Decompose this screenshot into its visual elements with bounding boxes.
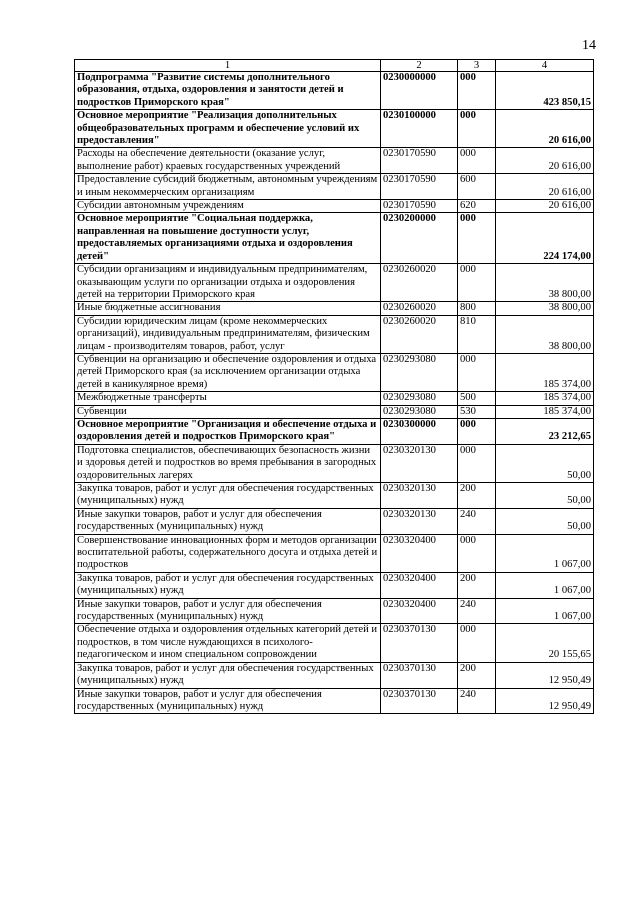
row-type-cell: 530 (458, 405, 496, 418)
row-type-cell: 810 (458, 315, 496, 353)
row-type-cell: 000 (458, 148, 496, 174)
row-type-cell: 000 (458, 624, 496, 662)
table-row (75, 418, 594, 444)
row-code-cell: 0230320130 (381, 444, 458, 482)
table-row (75, 148, 594, 174)
table-row (75, 392, 594, 405)
table-row (75, 662, 594, 688)
row-code-cell: 0230170590 (381, 148, 458, 174)
row-name-cell: Субсидии юридическим лицам (кроме некоммерческих организаций), индивидуальным предпринимателям, физическим лицам - производителям товаров, работ, услуг (75, 315, 381, 353)
row-type-cell: 200 (458, 483, 496, 509)
table-row (75, 353, 594, 391)
row-name-cell: Закупка товаров, работ и услуг для обеспечения государственных (муниципальных) нужд (75, 572, 381, 598)
row-amount-cell: 20 616,00 (496, 110, 594, 148)
row-amount-cell: 50,00 (496, 483, 594, 509)
table-row (75, 483, 594, 509)
row-type-cell: 200 (458, 662, 496, 688)
row-code-cell: 0230293080 (381, 353, 458, 391)
row-amount-cell: 12 950,49 (496, 688, 594, 714)
row-amount-cell: 185 374,00 (496, 392, 594, 405)
row-amount-cell: 1 067,00 (496, 534, 594, 572)
row-type-cell: 600 (458, 174, 496, 200)
row-amount-cell: 20 155,65 (496, 624, 594, 662)
row-name-cell: Подпрограмма "Развитие системы дополнительного образования, отдыха, оздоровления и занятости детей и подростков Приморского края" (75, 72, 381, 110)
row-code-cell: 0230300000 (381, 418, 458, 444)
row-amount-cell: 20 616,00 (496, 200, 594, 213)
row-code-cell: 0230320400 (381, 572, 458, 598)
table-row (75, 598, 594, 624)
row-code-cell: 0230320130 (381, 508, 458, 534)
row-type-cell: 000 (458, 444, 496, 482)
row-amount-cell: 50,00 (496, 444, 594, 482)
row-name-cell: Закупка товаров, работ и услуг для обеспечения государственных (муниципальных) нужд (75, 483, 381, 509)
row-code-cell: 0230293080 (381, 392, 458, 405)
table-row (75, 624, 594, 662)
row-code-cell: 0230370130 (381, 688, 458, 714)
row-name-cell: Совершенствование инновационных форм и методов организации воспитательной работы, содержательного досуга и отдыха детей и подростков (75, 534, 381, 572)
row-type-cell: 240 (458, 508, 496, 534)
page-number: 14 (582, 38, 596, 53)
row-amount-cell: 50,00 (496, 508, 594, 534)
row-code-cell: 0230370130 (381, 624, 458, 662)
table-row (75, 264, 594, 302)
row-name-cell: Подготовка специалистов, обеспечивающих безопасность жизни и здоровья детей и подростков во время пребывания в загородных оздоровительных лагерях (75, 444, 381, 482)
row-name-cell: Иные закупки товаров, работ и услуг для обеспечения государственных (муниципальных) нужд (75, 508, 381, 534)
row-name-cell: Субсидии автономным учреждениям (75, 200, 381, 213)
row-type-cell: 240 (458, 688, 496, 714)
row-code-cell: 0230370130 (381, 662, 458, 688)
column-header: 4 (496, 60, 594, 72)
column-header: 3 (458, 60, 496, 72)
row-name-cell: Основное мероприятие "Организация и обеспечение отдыха и оздоровления детей и подростков Приморского края" (75, 418, 381, 444)
row-amount-cell: 224 174,00 (496, 213, 594, 264)
row-type-cell: 800 (458, 302, 496, 315)
table-header-row (75, 60, 594, 72)
row-amount-cell: 185 374,00 (496, 353, 594, 391)
row-type-cell: 000 (458, 264, 496, 302)
row-name-cell: Основное мероприятие "Реализация дополнительных общеобразовательных программ и обеспечение условий их предоставления" (75, 110, 381, 148)
table-row (75, 508, 594, 534)
row-code-cell: 0230000000 (381, 72, 458, 110)
row-type-cell: 500 (458, 392, 496, 405)
table-row (75, 315, 594, 353)
row-name-cell: Иные бюджетные ассигнования (75, 302, 381, 315)
row-code-cell: 0230100000 (381, 110, 458, 148)
row-type-cell: 000 (458, 353, 496, 391)
row-code-cell: 0230260020 (381, 264, 458, 302)
table-row (75, 572, 594, 598)
row-code-cell: 0230320130 (381, 483, 458, 509)
row-type-cell: 000 (458, 72, 496, 110)
row-amount-cell: 12 950,49 (496, 662, 594, 688)
table-row (75, 688, 594, 714)
row-type-cell: 000 (458, 110, 496, 148)
row-type-cell: 000 (458, 534, 496, 572)
budget-table (74, 59, 594, 714)
table-row (75, 72, 594, 110)
row-amount-cell: 1 067,00 (496, 572, 594, 598)
table-row (75, 213, 594, 264)
row-code-cell: 0230200000 (381, 213, 458, 264)
row-name-cell: Обеспечение отдыха и оздоровления отдельных категорий детей и подростков, в том числе нуждающихся в психолого-педагогическом и ином специальном сопровождении (75, 624, 381, 662)
table-row (75, 174, 594, 200)
row-type-cell: 000 (458, 418, 496, 444)
row-name-cell: Основное мероприятие "Социальная поддержка, направленная на повышение доступности услуг, предоставляемых организациями отдыха и оздоровления детей" (75, 213, 381, 264)
row-code-cell: 0230320400 (381, 598, 458, 624)
row-name-cell: Расходы на обеспечение деятельности (оказание услуг, выполнение работ) краевых государственных учреждений (75, 148, 381, 174)
row-amount-cell: 185 374,00 (496, 405, 594, 418)
row-amount-cell: 20 616,00 (496, 148, 594, 174)
table-row (75, 302, 594, 315)
column-header: 1 (75, 60, 381, 72)
row-amount-cell: 423 850,15 (496, 72, 594, 110)
row-type-cell: 200 (458, 572, 496, 598)
row-type-cell: 000 (458, 213, 496, 264)
row-code-cell: 0230293080 (381, 405, 458, 418)
row-code-cell: 0230260020 (381, 315, 458, 353)
row-name-cell: Субвенции (75, 405, 381, 418)
row-name-cell: Иные закупки товаров, работ и услуг для обеспечения государственных (муниципальных) нужд (75, 688, 381, 714)
row-name-cell: Закупка товаров, работ и услуг для обеспечения государственных (муниципальных) нужд (75, 662, 381, 688)
row-code-cell: 0230170590 (381, 200, 458, 213)
row-amount-cell: 38 800,00 (496, 302, 594, 315)
row-amount-cell: 38 800,00 (496, 264, 594, 302)
row-name-cell: Предоставление субсидий бюджетным, автономным учреждениям и иным некоммерческим организациям (75, 174, 381, 200)
row-name-cell: Межбюджетные трансферты (75, 392, 381, 405)
row-code-cell: 0230320400 (381, 534, 458, 572)
row-type-cell: 240 (458, 598, 496, 624)
row-amount-cell: 20 616,00 (496, 174, 594, 200)
row-name-cell: Субсидии организациям и индивидуальным предпринимателям, оказывающим услуги по организации отдыха и оздоровления детей на территории Приморского края (75, 264, 381, 302)
row-code-cell: 0230170590 (381, 174, 458, 200)
table-row (75, 110, 594, 148)
column-header: 2 (381, 60, 458, 72)
table-row (75, 444, 594, 482)
row-amount-cell: 1 067,00 (496, 598, 594, 624)
table-row (75, 405, 594, 418)
row-type-cell: 620 (458, 200, 496, 213)
row-name-cell: Субвенции на организацию и обеспечение оздоровления и отдыха детей Приморского края (за исключением организации отдыха детей в каникулярное время) (75, 353, 381, 391)
table-row (75, 200, 594, 213)
table-row (75, 534, 594, 572)
row-amount-cell: 23 212,65 (496, 418, 594, 444)
row-code-cell: 0230260020 (381, 302, 458, 315)
row-name-cell: Иные закупки товаров, работ и услуг для обеспечения государственных (муниципальных) нужд (75, 598, 381, 624)
row-amount-cell: 38 800,00 (496, 315, 594, 353)
